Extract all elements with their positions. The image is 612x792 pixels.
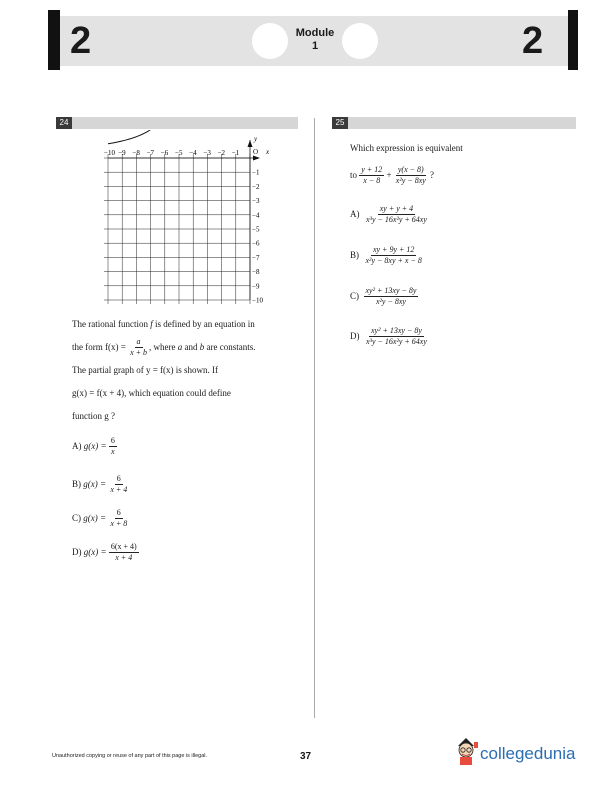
y-tick-label: −1	[252, 168, 260, 177]
x-tick-label: −3	[203, 149, 211, 157]
header-circle-left	[252, 23, 288, 59]
x-tick-label: −1	[231, 149, 240, 157]
x-tick-labels	[104, 149, 240, 157]
question-24-bar	[56, 117, 298, 129]
x-tick-label: −2	[217, 149, 226, 157]
y-axis-arrow	[248, 140, 253, 147]
q25-expression: to $\frac{y + 12}{x - 8}$ + $\frac{y(x - 8)}{\text{x²y − 8xy}}$ ?	[350, 165, 435, 185]
y-axis-label: y	[254, 135, 258, 143]
q25-choice-a[interactable]: A) $\frac{xy + y + 4}{\text{x³y − 16x²y + 64xy}}$	[350, 204, 427, 224]
module-label: Module 1	[295, 27, 335, 52]
question-25-number: 25	[332, 117, 348, 129]
section-marker-left	[48, 10, 60, 70]
section-number-left: 2	[70, 20, 92, 62]
y-tick-labels	[252, 169, 263, 305]
y-tick-label: −9	[252, 282, 260, 291]
x-tick-label: −10	[104, 149, 115, 157]
section-marker-right	[568, 10, 578, 70]
y-tick-label: −10	[252, 296, 263, 305]
q24-stem-line3: The partial graph of y = f(x) is shown. If	[72, 365, 219, 375]
page-number: 37	[300, 751, 312, 762]
x-tick-label: −9	[118, 149, 126, 157]
q24-stem-fraction: $\frac{a}{x + b}$	[130, 337, 148, 357]
y-tick-label: −3	[252, 197, 260, 206]
brand-logo-text: collegedunia	[480, 744, 576, 763]
x-tick-label: −6	[160, 149, 169, 157]
q24-choice-a[interactable]: A) g(x) = $\frac{6}{x}$	[72, 436, 115, 456]
question-24-number: 24	[56, 117, 72, 129]
x-axis-arrow	[253, 156, 260, 161]
x-tick-label: −5	[175, 149, 183, 157]
origin-label: O	[253, 148, 259, 156]
q25-choice-d[interactable]: D) $\frac{\text{xy² + 13xy − 8y}}{\text{x³y − 16x²y + 64xy}}$	[350, 326, 427, 346]
q24-stem-line4: g(x) = f(x + 4), which equation could define	[72, 388, 231, 398]
q25-choice-b[interactable]: B) $\frac{xy + 9y + 12}{\text{x²y − 8xy + x − 8}}$	[350, 245, 422, 265]
y-tick-label: −5	[252, 225, 260, 234]
q24-choice-c[interactable]: C) g(x) = $\frac{6}{x + 8}$	[72, 508, 128, 528]
y-tick-label: −7	[252, 253, 260, 262]
section-number-right: 2	[522, 20, 544, 62]
q24-stem-line2: the form f(x) = $\frac{a}{x + b}$ , where a and b are constants.	[72, 337, 256, 357]
question-25-bar	[332, 117, 576, 129]
q24-stem-line5: function g ?	[72, 411, 115, 421]
q24-graph	[88, 130, 288, 305]
q24-choice-b[interactable]: B) g(x) = $\frac{6}{x + 4}$	[72, 474, 128, 494]
q24-stem-line1: The rational function f is defined by an equation in	[72, 319, 255, 329]
mascot-logo-icon	[452, 734, 480, 766]
y-tick-label: −6	[252, 239, 260, 248]
x-tick-label: −7	[146, 149, 155, 157]
copyright-notice: Unauthorized copying or reuse of any part of this page is illegal.	[52, 753, 208, 759]
q25-choice-c[interactable]: C) $\frac{\text{xy² + 13xy − 8y}}{\text{x²y − 8xy}}$	[350, 286, 417, 306]
y-tick-label: −2	[252, 182, 260, 191]
x-tick-label: −8	[132, 149, 140, 157]
function-curve	[108, 130, 185, 144]
q24-choice-d[interactable]: D) g(x) = $\frac{6(x + 4)}{x + 4}$	[72, 542, 137, 562]
x-axis-label: x	[266, 148, 270, 156]
x-tick-label: −4	[189, 149, 197, 157]
column-divider	[314, 118, 315, 718]
header-circle-right	[342, 23, 378, 59]
graph-grid	[104, 154, 250, 304]
q25-prompt: Which expression is equivalent	[350, 143, 463, 153]
y-tick-label: −4	[252, 211, 260, 220]
y-tick-label: −8	[252, 268, 260, 277]
